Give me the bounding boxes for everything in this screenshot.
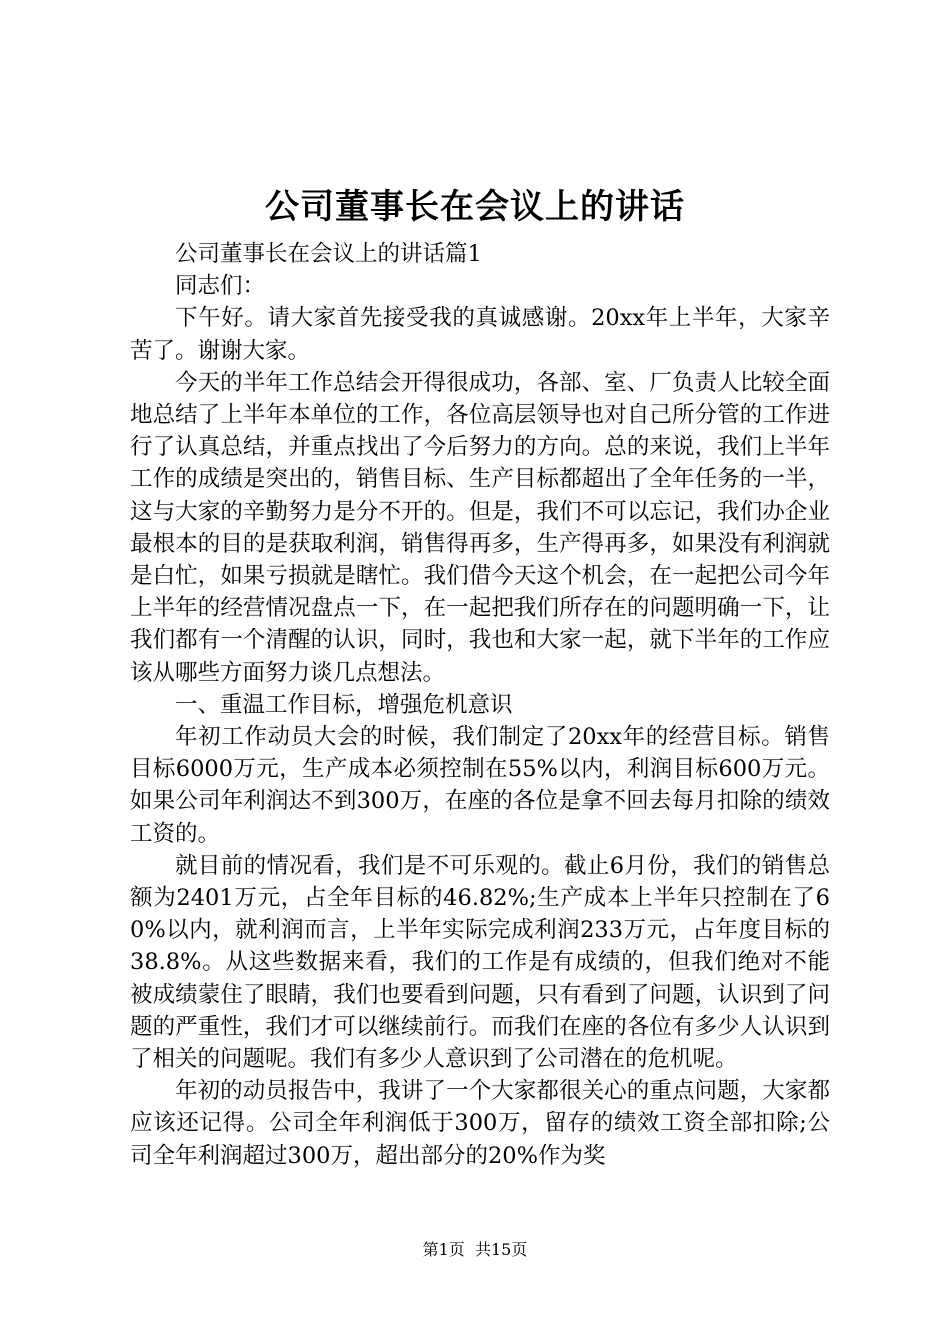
paragraph: 下午好。请大家首先接受我的真诚感谢。20xx年上半年，大家辛苦了。谢谢大家。 <box>130 305 830 364</box>
document-title: 公司董事长在会议上的讲话 <box>265 187 685 227</box>
paragraph: 年初工作动员大会的时候，我们制定了20xx年的经营目标。销售目标6000万元，生产成本必须控制在55%以内，利润目标600万元。如果公司年利润达不到300万，在座的各位是拿不回去每月扣除的绩效工资的。 <box>130 724 830 847</box>
page-footer <box>0 1238 950 1262</box>
page-total: 共15页 <box>474 1240 528 1259</box>
page-number: 第1页 <box>422 1240 465 1259</box>
paragraph-salutation: 同志们： <box>175 273 266 300</box>
paragraph: 年初的动员报告中，我讲了一个大家都很关心的重点问题，大家都应该还记得。公司全年利润低于300万，留存的绩效工资全部扣除;公司全年利润超过300万，超出部分的20%作为奖 <box>130 1078 830 1169</box>
document-body <box>130 238 830 1172</box>
paragraph: 今天的半年工作总结会开得很成功，各部、室、厂负责人比较全面地总结了上半年本单位的工作，各位高层领导也对自己所分管的工作进行了认真总结，并重点找出了今后努力的方向。总的来说，我们上半年工作的成绩是突出的，销售目标、生产目标都超出了全年任务的一半，这与大家的辛勤努力是分不开的。但是，我们不可以忘记，我们办企业最根本的目的是获取利润，销售得再多，生产得再多，如果没有利润就是白忙，如果亏损就是瞎忙。我们借今天这个机会，在一起把公司今年上半年的经营情况盘点一下，在一起把我们所存在的问题明确一下，让我们都有一个清醒的认识，同时，我也和大家一起，就下半年的工作应该从哪些方面努力谈几点想法。 <box>130 369 830 686</box>
paragraph: 就目前的情况看，我们是不可乐观的。截止6月份，我们的销售总额为2401万元，占全年目标的46.82%;生产成本上半年只控制在了60%以内，就利润而言，上半年实际完成利润233万元，占年度目标的38.8%。从这些数据来看，我们的工作是有成绩的，但我们绝对不能被成绩蒙住了眼睛，我们也要看到问题，只有看到了问题，认识到了问题的严重性，我们才可以继续前行。而我们在座的各位有多少人认识到了相关的问题呢。我们有多少人意识到了公司潜在的危机呢。 <box>130 852 830 1073</box>
paragraph-heading: 公司董事长在会议上的讲话篇1 <box>175 241 482 267</box>
section-heading: 一、重温工作目标，增强危机意识 <box>175 691 513 718</box>
